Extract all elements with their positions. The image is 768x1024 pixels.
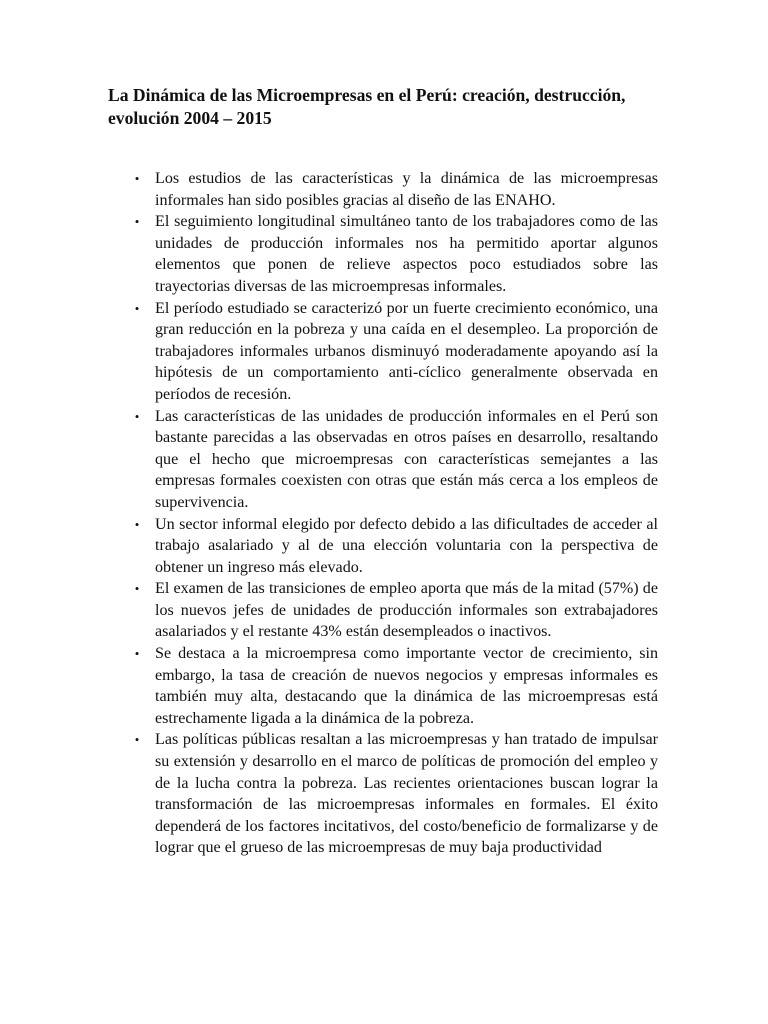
bullet-text: Un sector informal elegido por defecto debido a las dificultades de acceder al trabajo asalariado y al de una elección voluntaria con la perspectiva de obtener un ingreso más elevado.: [155, 515, 658, 576]
list-item: [134, 514, 658, 579]
document-title: La Dinámica de las Microempresas en el Perú: creación, destrucción, evolución 2004 – 2015: [108, 85, 626, 128]
bullet-text: El examen de las transiciones de empleo aporta que más de la mitad (57%) de los nuevos jefes de unidades de producción informales son extrabajadores asalariados y el restante 43% están desempleados o inactivos.: [155, 580, 658, 641]
bullet-icon: •: [134, 646, 140, 662]
list-item: [134, 406, 658, 514]
bullet-text: Las características de las unidades de producción informales en el Perú son bastante parecidas a las observadas en otros países en desarrollo, resaltando que el hecho que microempresas con características semejantes a las empresas formales coexisten con otras que están más cerca a los empleos de supervivencia.: [155, 407, 658, 511]
list-item: [134, 211, 658, 297]
list-item: [134, 298, 658, 406]
bullet-list: [134, 168, 658, 859]
list-item: [134, 578, 658, 643]
bullet-icon: •: [134, 214, 140, 230]
bullet-icon: •: [134, 171, 140, 186]
list-item: [134, 168, 658, 211]
bullet-icon: •: [134, 516, 140, 532]
bullet-icon: •: [134, 408, 140, 424]
bullet-text: Los estudios de las características y la dinámica de las microempresas informales han sido posibles gracias al diseño de las ENAHO.: [155, 170, 658, 209]
bullet-icon: •: [134, 300, 140, 316]
bullet-icon: •: [134, 732, 140, 748]
list-item: [134, 729, 658, 859]
bullet-text: Se destaca a la microempresa como importante vector de crecimiento, sin embargo, la tasa de creación de nuevos negocios y empresas informales es también muy alta, destacando que la dinámica de las microempresas está estrechamente ligada a la dinámica de la pobreza.: [155, 645, 658, 727]
bullet-text: El período estudiado se caracterizó por un fuerte crecimiento económico, una gran reducción en la pobreza y una caída en el desempleo. La proporción de trabajadores informales urbanos disminuyó moderadamente apoyando así la hipótesis de un comportamiento anti-cíclico generalmente observada en períodos de recesión.: [155, 299, 658, 403]
bullet-text: Las políticas públicas resaltan a las microempresas y han tratado de impulsar su extensión y desarrollo en el marco de políticas de promoción del empleo y de la lucha contra la pobreza. Las recientes orientaciones buscan lograr la transformación de las microempresas informales en formales. El éxito dependerá de los factores incitativos, del costo/beneficio de formalizarse y de lograr que el grueso de las microempresas de muy baja productividad: [155, 731, 658, 857]
bullet-text: El seguimiento longitudinal simultáneo tanto de los trabajadores como de las unidades de producción informales nos ha permitido aportar algunos elementos que ponen de relieve aspectos poco estudiados sobre las trayectorias diversas de las microempresas informales.: [155, 213, 658, 295]
list-item: [134, 643, 658, 729]
bullet-icon: •: [134, 581, 140, 597]
